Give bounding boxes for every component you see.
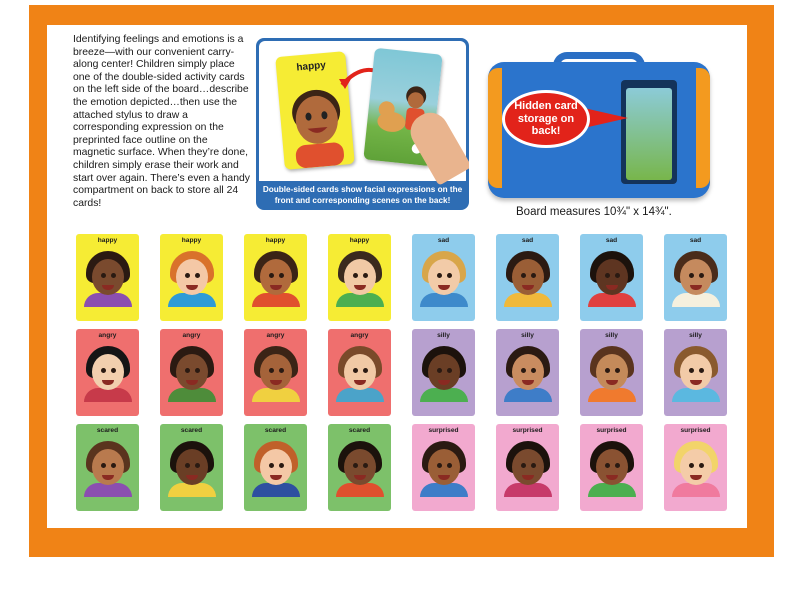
stored-card [626, 88, 672, 180]
child-face-illustration [256, 251, 296, 303]
shirt [588, 483, 636, 497]
eye [615, 368, 620, 373]
emotion-card-label: silly [689, 332, 702, 339]
emotion-card-surprised [496, 424, 559, 511]
emotion-card-angry [76, 329, 139, 416]
eye [195, 463, 200, 468]
child-face-illustration [172, 251, 212, 303]
emotion-card-label: happy [349, 237, 370, 244]
eye [101, 463, 106, 468]
eye [437, 273, 442, 278]
emotion-card-label: sad [437, 237, 450, 244]
eye [615, 463, 620, 468]
emotion-card-label: silly [437, 332, 450, 339]
emotion-card-label: surprised [596, 427, 627, 434]
child-face-illustration [172, 441, 212, 493]
emotion-card-label: angry [98, 332, 117, 339]
eye [111, 273, 116, 278]
emotion-card-angry [328, 329, 391, 416]
emotion-card-silly [496, 329, 559, 416]
emotion-card-surprised [412, 424, 475, 511]
shirt [420, 293, 468, 307]
emotion-card-label: scared [348, 427, 371, 434]
emotion-card-silly [580, 329, 643, 416]
eye [699, 463, 704, 468]
shirt [420, 483, 468, 497]
emotion-card-surprised [664, 424, 727, 511]
child-face-illustration [508, 251, 548, 303]
eye [447, 463, 452, 468]
child-face-illustration [340, 441, 380, 493]
emotion-card-grid [74, 234, 724, 512]
product-description: Identifying feelings and emotions is a breeze—with our convenient carry-along center! Children simply place one of the double-sided activity cards on the left side of the board…describe the emotion depicted…then use the attached stylus to draw a corresponding expression on the preprinted face outline on the magnetic surface. When they’re done, children simply erase their work and start over again. There’s even a handy compartment on back to store all 24 cards! [73, 34, 250, 209]
shirt [84, 483, 132, 497]
emotion-card-scared [160, 424, 223, 511]
eye [447, 368, 452, 373]
shirt [672, 293, 720, 307]
child-face-illustration [88, 251, 128, 303]
shirt [672, 388, 720, 402]
eye [279, 368, 284, 373]
emotion-card-sad [664, 234, 727, 321]
child-face-illustration [676, 251, 716, 303]
emotion-card-label: scared [264, 427, 287, 434]
child-face-illustration [256, 441, 296, 493]
child-face-illustration [592, 251, 632, 303]
shirt [504, 388, 552, 402]
child-face-illustration [592, 346, 632, 398]
emotion-card-label: silly [521, 332, 534, 339]
shirt [84, 293, 132, 307]
shirt [252, 388, 300, 402]
emotion-card-scared [244, 424, 307, 511]
emotion-card-label: surprised [680, 427, 711, 434]
eye [269, 463, 274, 468]
emotion-card-label: happy [97, 237, 118, 244]
shirt [336, 483, 384, 497]
eye [699, 368, 704, 373]
emotion-card-label: angry [182, 332, 201, 339]
eye [269, 273, 274, 278]
shirt [672, 483, 720, 497]
emotion-card-label: scared [180, 427, 203, 434]
child-face-illustration [424, 346, 464, 398]
eye [689, 273, 694, 278]
board-side-right [696, 68, 710, 188]
emotion-card-happy [160, 234, 223, 321]
eye [185, 463, 190, 468]
eye [521, 463, 526, 468]
eye [101, 273, 106, 278]
board-side-left [488, 68, 502, 188]
cards-feature-box [256, 38, 469, 210]
child-face-illustration [592, 441, 632, 493]
shirt [588, 293, 636, 307]
child-face-illustration [676, 441, 716, 493]
cards-caption: Double-sided cards show facial expressions on the front and corresponding scenes on the back! [262, 185, 463, 205]
eye [447, 273, 452, 278]
emotion-card-angry [160, 329, 223, 416]
child-face-illustration [172, 346, 212, 398]
eye [605, 463, 610, 468]
eye [353, 273, 358, 278]
emotion-card-label: surprised [428, 427, 459, 434]
eye [363, 368, 368, 373]
shirt [168, 483, 216, 497]
hidden-storage-bubble: Hidden card storage on back! [502, 90, 590, 148]
emotion-card-label: surprised [512, 427, 543, 434]
eye [279, 273, 284, 278]
eye [437, 368, 442, 373]
child-face-illustration [256, 346, 296, 398]
eye [605, 368, 610, 373]
shirt [420, 388, 468, 402]
eye [195, 273, 200, 278]
eye [615, 273, 620, 278]
eye [185, 273, 190, 278]
cards-illustration [259, 41, 466, 181]
emotion-card-angry [244, 329, 307, 416]
eye [353, 463, 358, 468]
eye [279, 463, 284, 468]
child-face-illustration [88, 346, 128, 398]
shirt [588, 388, 636, 402]
emotion-card-label: sad [689, 237, 702, 244]
shirt [252, 483, 300, 497]
emotion-card-happy [328, 234, 391, 321]
eye [531, 273, 536, 278]
eye [605, 273, 610, 278]
child-face-illustration [88, 441, 128, 493]
eye [699, 273, 704, 278]
emotion-card-label: happy [265, 237, 286, 244]
eye [111, 368, 116, 373]
emotion-card-silly [412, 329, 475, 416]
shirt [336, 293, 384, 307]
eye [363, 463, 368, 468]
shirt [252, 293, 300, 307]
emotion-card-label: sad [605, 237, 618, 244]
emotion-card-scared [76, 424, 139, 511]
emotion-card-label: angry [266, 332, 285, 339]
eye [353, 368, 358, 373]
emotion-card-label: happy [181, 237, 202, 244]
child-face-illustration [508, 441, 548, 493]
eye [531, 368, 536, 373]
eye [111, 463, 116, 468]
emotion-card-label: silly [605, 332, 618, 339]
shirt [84, 388, 132, 402]
shirt [336, 388, 384, 402]
emotion-card-sad [580, 234, 643, 321]
eye [195, 368, 200, 373]
emotion-card-surprised [580, 424, 643, 511]
child-face-illustration [340, 346, 380, 398]
emotion-card-scared [328, 424, 391, 511]
eye [269, 368, 274, 373]
emotion-card-sad [412, 234, 475, 321]
eye [531, 463, 536, 468]
eye [689, 463, 694, 468]
shirt [504, 293, 552, 307]
child-face-illustration [424, 251, 464, 303]
shirt [168, 388, 216, 402]
eye [185, 368, 190, 373]
eye [689, 368, 694, 373]
emotion-card-label: angry [350, 332, 369, 339]
shirt [504, 483, 552, 497]
emotion-card-label: sad [521, 237, 534, 244]
child-face-illustration [508, 346, 548, 398]
shirt [168, 293, 216, 307]
eye [363, 273, 368, 278]
card-label: happy [296, 59, 327, 74]
eye [521, 368, 526, 373]
child-face-illustration [340, 251, 380, 303]
child-face-illustration [424, 441, 464, 493]
bubble-pointer [584, 108, 628, 128]
emotion-card-silly [664, 329, 727, 416]
emotion-card-sad [496, 234, 559, 321]
eye [101, 368, 106, 373]
eye [437, 463, 442, 468]
emotion-card-happy [244, 234, 307, 321]
emotion-card-happy [76, 234, 139, 321]
eye [521, 273, 526, 278]
child-face-illustration [676, 346, 716, 398]
board-measurement: Board measures 10¾" x 14¾". [516, 206, 672, 218]
emotion-card-label: scared [96, 427, 119, 434]
